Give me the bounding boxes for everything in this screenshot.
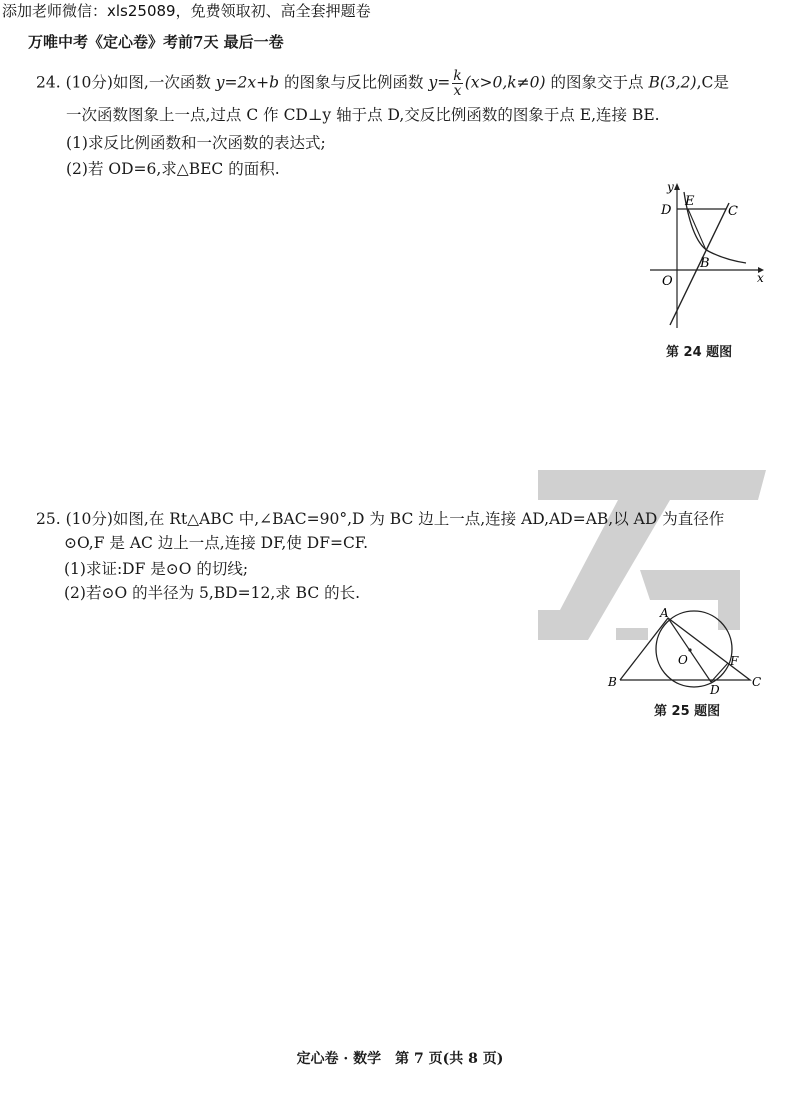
problem-24-text: ,C是 (696, 73, 729, 92)
problem-24-question-1: (1)求反比例函数和一次函数的表达式; (66, 134, 326, 152)
exam-header: 万唯中考《定心卷》考前7天 最后一卷 (28, 33, 284, 51)
label-d: D (661, 203, 672, 218)
problem-24-text: 的图象与反比例函数 (284, 73, 424, 92)
fraction-denominator: x (453, 83, 462, 99)
problem-25-line-2: ⊙O,F 是 AC 边上一点,连接 DF,使 DF=CF. (64, 534, 369, 552)
label-x: x (757, 271, 764, 285)
label-a: A (660, 606, 669, 620)
label-y: y (667, 180, 674, 194)
problem-24-text: 如图,一次函数 (112, 73, 211, 92)
problem-25-line-1 (36, 512, 724, 528)
label-o: O (678, 653, 688, 667)
problem-25-text: 如图,在 Rt△ABC 中,∠BAC=90°,D 为 BC 边上一点,连接 AD,AD=AB,以 AD 为直径作 (112, 510, 725, 528)
function-condition: (x>0,k≠0) (464, 73, 546, 92)
label-c: C (728, 204, 738, 219)
center-o-dot (688, 648, 691, 651)
figure-25 (606, 606, 766, 696)
label-o: O (662, 274, 673, 289)
segment-be (688, 209, 706, 250)
circle-o (656, 611, 732, 687)
page-footer: 定心卷 · 数学 第 7 页(共 8 页) (296, 1051, 504, 1067)
inverse-function-y: y= (428, 73, 451, 92)
point-b: B(3,2) (648, 73, 697, 92)
label-b: B (608, 675, 617, 689)
problem-25-points: (10分) (65, 510, 113, 528)
linear-function: y=2x+b (215, 73, 280, 92)
fraction-k-over-x (452, 69, 462, 98)
label-d: D (710, 683, 720, 696)
problem-25-question-2: (2)若⊙O 的半径为 5,BD=12,求 BC 的长. (64, 584, 361, 602)
figure-24 (640, 178, 770, 338)
problem-24-line-1 (36, 69, 729, 98)
problem-25-question-1: (1)求证:DF 是⊙O 的切线; (64, 560, 249, 578)
problem-24-number: 24. (36, 73, 61, 92)
label-e: E (685, 194, 695, 209)
label-f: F (730, 654, 739, 668)
problem-24-text: 的图象交于点 (550, 73, 644, 92)
problem-24-line-2: 一次函数图象上一点,过点 C 作 CD⊥y 轴于点 D,交反比例函数的图象于点 E,连接 BE. (66, 106, 660, 124)
problem-24-points: (10分) (65, 73, 113, 92)
problem-24-question-2: (2)若 OD=6,求△BEC 的面积. (66, 160, 280, 178)
problem-25-number: 25. (36, 510, 61, 528)
figure-25-caption: 第 25 题图 (654, 704, 721, 719)
segment-df (711, 663, 728, 682)
watermark-text: 添加老师微信：xls25089，免费领取初、高全套押题卷 (2, 2, 371, 20)
y-axis-arrow-icon (674, 183, 680, 190)
triangle-abc (620, 618, 750, 680)
figure-24-caption: 第 24 题图 (666, 345, 733, 360)
label-c: C (752, 675, 762, 689)
fraction-numerator: k (453, 68, 462, 84)
label-b: B (700, 256, 710, 271)
